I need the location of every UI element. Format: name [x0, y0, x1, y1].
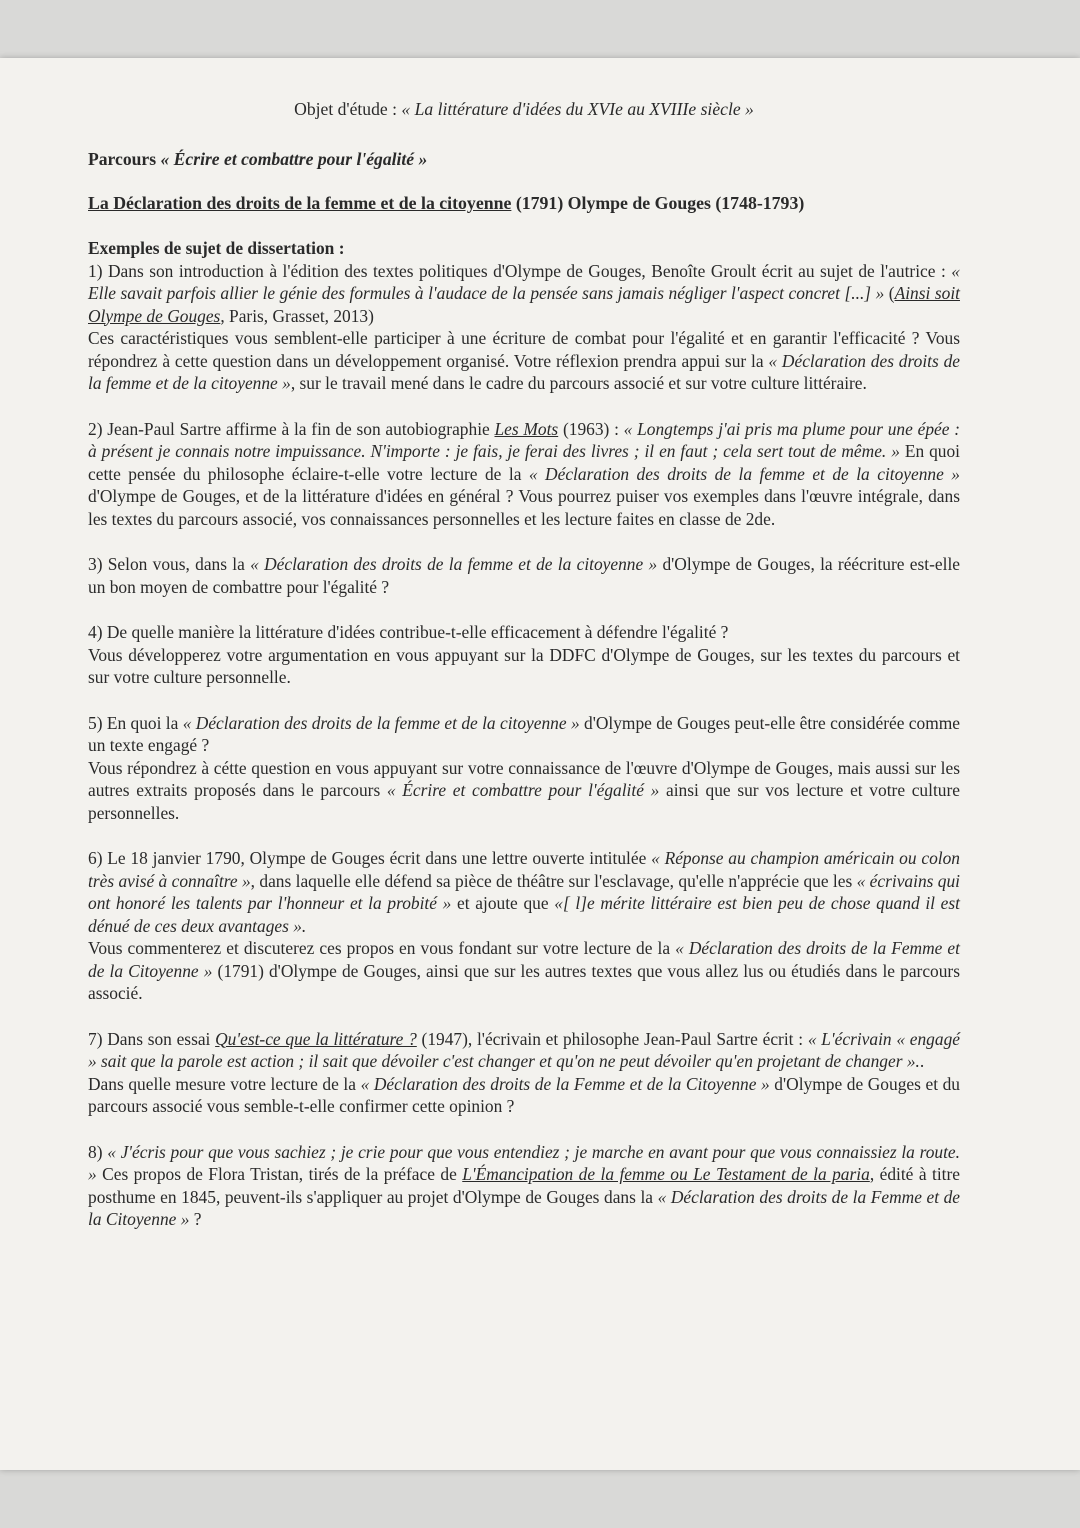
- document-content: [88, 98, 960, 1254]
- question-1: 1) Dans son introduction à l'édition des textes politiques d'Olympe de Gouges, Benoîte Groult écrit au sujet de l'autrice : « Elle savait parfois allier le génie des formules à l'audace de la pensée sans jamais négliger l'aspect concret [...] » (Ainsi soit Olympe de Gouges, Paris, Grasset, 2013) Ces caractéristiques vous semblent-elle participer à une écriture de combat pour l'égalité et en garantir l'efficacité ? Vous répondrez à cette question dans un développement organisé. Votre réflexion prendra appui sur la « Déclaration des droits de la femme et de la citoyenne », sur le travail mené dans le cadre du parcours associé et sur votre culture littéraire.: [88, 260, 960, 393]
- question-2: 2) Jean-Paul Sartre affirme à la fin de son autobiographie Les Mots (1963) : « Longtemps j'ai pris ma plume pour une épée : à présent je connais notre impuissance. N'importe : je fais, je ferai des livres ; il en faut ; cela sert tout de même. » En quoi cette pensée du philosophe éclaire-t-elle votre lecture de la « Déclaration des droits de la femme et de la citoyenne » d'Olympe de Gouges, et de la littérature d'idées en général ? Vous pourrez puiser vos exemples dans l'œuvre intégrale, dans les textes du parcours associé, vos connaissances personnelles et les lecture faites en classe de 2de.: [88, 418, 961, 529]
- object-of-study: Objet d'étude : « La littérature d'idées du XVIe au XVIIIe siècle »: [294, 99, 754, 119]
- parcours-heading: Parcours « Écrire et combattre pour l'égalité »: [88, 148, 428, 169]
- question-5: 5) En quoi la « Déclaration des droits de la femme et de la citoyenne » d'Olympe de Gouges peut-elle être considérée comme un texte engagé ? Vous répondrez à cétte question en vous appuyant sur votre connaissance de l'œuvre d'Olympe de Gouges, mais aussi sur les autres extraits proposés dans le parcours « Écrire et combattre pour l'égalité » ainsi que sur vos lecture et votre culture personnelles.: [88, 712, 960, 823]
- document-page: [0, 58, 1080, 1470]
- work-title: La Déclaration des droits de la femme et de la citoyenne (1791) Olympe de Gouges (1748-1793): [88, 193, 805, 213]
- question-4: 4) De quelle manière la littérature d'idées contribue-t-elle efficacement à défendre l'égalité ? Vous développerez votre argumentation en vous appuyant sur la DDFC d'Olympe de Gouges, sur les textes du parcours et sur votre culture personnelle.: [88, 622, 960, 687]
- question-8: 8) « J'écris pour que vous sachiez ; je crie pour que vous entendiez ; je marche en avant pour que vous connaissiez la route. » Ces propos de Flora Tristan, tirés de la préface de L'Émancipation de la femme ou Le Testament de la paria, édité à titre posthume en 1845, peuvent-ils s'appliquer au projet d'Olympe de Gouges dans la « Déclaration des droits de la Femme et de la Citoyenne » ?: [88, 1141, 961, 1229]
- question-7: 7) Dans son essai Qu'est-ce que la littérature ? (1947), l'écrivain et philosophe Jean-Paul Sartre écrit : « L'écrivain « engagé » sait que la parole est action ; il sait que dévoiler c'est changer et qu'on ne peut dévoiler qu'en projetant de changer ».. Dans quelle mesure votre lecture de la « Déclaration des droits de la Femme et de la Citoyenne » d'Olympe de Gouges et du parcours associé vous semble-t-elle confirmer cette opinion ?: [88, 1028, 960, 1116]
- section-label: Exemples de sujet de dissertation :: [88, 238, 345, 258]
- question-6: 6) Le 18 janvier 1790, Olympe de Gouges écrit dans une lettre ouverte intitulée « Réponse au champion américain ou colon très avisé à connaître », dans laquelle elle défend sa pièce de théâtre sur l'esclavage, qu'elle n'apprécie que les « écrivains qui ont honoré les talents par l'honneur et la probité » et ajoute que «[ l]e mérite littéraire est bien peu de chose quand il est dénué de ces deux avantages ». Vous commenterez et discuterez ces propos en vous fondant sur votre lecture de la « Déclaration des droits de la Femme et de la Citoyenne » (1791) d'Olympe de Gouges, ainsi que sur les autres textes que vous allez lus ou étudiés dans le parcours associé.: [88, 848, 960, 1003]
- question-3: 3) Selon vous, dans la « Déclaration des droits de la femme et de la citoyenne » d'Olympe de Gouges, la réécriture est-elle un bon moyen de combattre pour l'égalité ?: [88, 554, 960, 597]
